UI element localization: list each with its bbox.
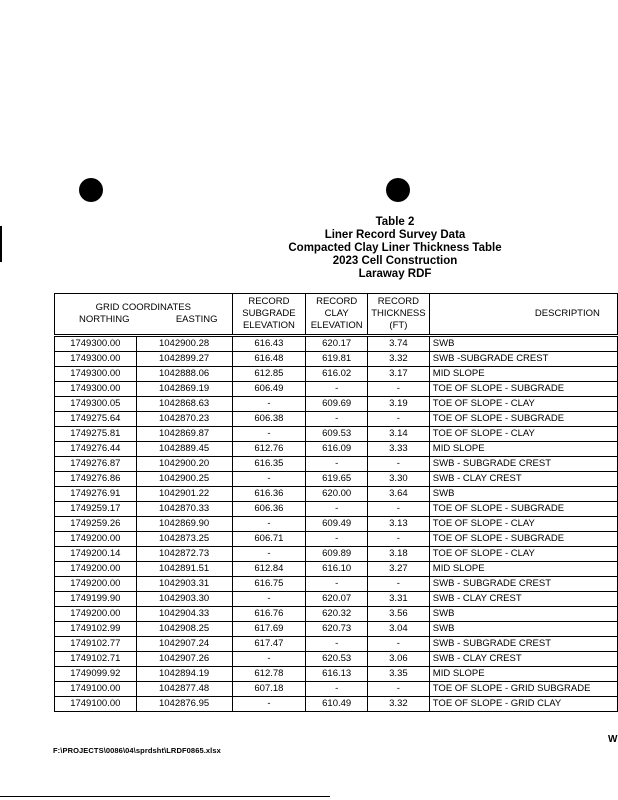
northing-cell: 1749276.44 [55,442,137,457]
northing-cell: 1749259.26 [55,517,137,532]
northing-cell: 1749100.00 [55,697,137,712]
table-title-block [270,216,520,281]
margin-mark [0,226,2,262]
grid-coordinates-header [55,294,233,336]
description-cell: SWB - CLAY CREST [429,592,617,607]
table-row [55,397,618,412]
northing-cell: 1749276.86 [55,472,137,487]
subgrade-elevation-header: RECORD SUBGRADE ELEVATION [232,294,306,336]
thickness-cell: 3.13 [367,517,429,532]
table-subtitle: Compacted Clay Liner Thickness Table [288,242,502,254]
punch-hole-right [386,178,410,202]
easting-cell: 1042876.95 [136,697,232,712]
subgrade-elevation-cell: 612.78 [232,667,306,682]
subgrade-elevation-cell: 606.38 [232,412,306,427]
description-cell: TOE OF SLOPE - GRID CLAY [429,697,617,712]
table-row [55,517,618,532]
table-row [55,367,618,382]
clay-elevation-cell: 609.69 [306,397,368,412]
subgrade-elevation-cell: 616.75 [232,577,306,592]
easting-cell: 1042873.25 [136,532,232,547]
subgrade-elevation-cell: 616.35 [232,457,306,472]
description-cell: MID SLOPE [429,667,617,682]
thickness-cell: - [367,457,429,472]
clay-elevation-cell: 616.02 [306,367,368,382]
description-cell: SWB - SUBGRADE CREST [429,637,617,652]
thickness-cell: 3.31 [367,592,429,607]
subgrade-elevation-cell: 606.71 [232,532,306,547]
thickness-cell: 3.33 [367,442,429,457]
clay-elevation-cell: 620.07 [306,592,368,607]
description-cell: TOE OF SLOPE - SUBGRADE [429,412,617,427]
thickness-cell: - [367,412,429,427]
northing-cell: 1749102.71 [55,652,137,667]
description-cell: SWB [429,336,617,352]
table-row [55,472,618,487]
table-row [55,667,618,682]
corner-mark: W [608,734,618,745]
clay-elevation-cell: - [306,682,368,697]
thickness-cell: 3.17 [367,367,429,382]
thickness-cell: - [367,382,429,397]
northing-cell: 1749276.91 [55,487,137,502]
subgrade-elevation-cell: 616.43 [232,336,306,352]
thickness-header: RECORD THICKNESS (FT) [367,294,429,336]
northing-cell: 1749275.81 [55,427,137,442]
thickness-cell: 3.27 [367,562,429,577]
subgrade-elevation-cell: 617.47 [232,637,306,652]
site-name: Laraway RDF [358,268,432,280]
thickness-cell: - [367,637,429,652]
easting-cell: 1042888.06 [136,367,232,382]
easting-cell: 1042904.33 [136,607,232,622]
subgrade-elevation-cell: 612.85 [232,367,306,382]
description-cell: TOE OF SLOPE - CLAY [429,427,617,442]
table-title: Liner Record Survey Data [324,229,466,241]
description-cell: SWB - SUBGRADE CREST [429,577,617,592]
easting-cell: 1042868.63 [136,397,232,412]
easting-cell: 1042900.20 [136,457,232,472]
northing-cell: 1749102.99 [55,622,137,637]
easting-cell: 1042903.31 [136,577,232,592]
table-row [55,487,618,502]
description-cell: SWB [429,607,617,622]
northing-cell: 1749199.90 [55,592,137,607]
table-row [55,637,618,652]
easting-cell: 1042907.26 [136,652,232,667]
northing-cell: 1749300.00 [55,352,137,367]
clay-elevation-cell: 609.53 [306,427,368,442]
table-row [55,592,618,607]
thickness-cell: 3.32 [367,697,429,712]
thickness-cell: 3.64 [367,487,429,502]
table-row [55,547,618,562]
easting-cell: 1042903.30 [136,592,232,607]
clay-elevation-cell: 609.89 [306,547,368,562]
description-cell: SWB [429,622,617,637]
description-cell: TOE OF SLOPE - GRID SUBGRADE [429,682,617,697]
clay-elevation-cell: - [306,637,368,652]
thickness-cell: - [367,577,429,592]
easting-cell: 1042891.51 [136,562,232,577]
subgrade-elevation-cell: 616.76 [232,607,306,622]
file-path: F:\PROJECTS\0086\04\sprdsht\LRDF0865.xlsx [53,746,221,755]
table-row [55,607,618,622]
description-cell: SWB -SUBGRADE CREST [429,352,617,367]
northing-cell: 1749200.00 [55,577,137,592]
northing-cell: 1749102.77 [55,637,137,652]
northing-cell: 1749200.00 [55,562,137,577]
description-cell: SWB - CLAY CREST [429,472,617,487]
thickness-cell: 3.14 [367,427,429,442]
subgrade-elevation-cell: - [232,427,306,442]
thickness-cell: 3.18 [367,547,429,562]
easting-cell: 1042870.23 [136,412,232,427]
table-row [55,577,618,592]
northing-cell: 1749300.00 [55,367,137,382]
footer-rule [0,796,330,797]
subgrade-elevation-cell: 612.84 [232,562,306,577]
clay-elevation-cell: 620.73 [306,622,368,637]
thickness-cell: 3.74 [367,336,429,352]
easting-cell: 1042869.90 [136,517,232,532]
subgrade-elevation-cell: 616.48 [232,352,306,367]
description-cell: TOE OF SLOPE - SUBGRADE [429,382,617,397]
table-row [55,382,618,397]
easting-cell: 1042901.22 [136,487,232,502]
table-row [55,562,618,577]
punch-hole-left [79,178,103,202]
easting-cell: 1042900.25 [136,472,232,487]
thickness-cell: - [367,502,429,517]
grid-coordinates-label: GRID COORDINATES [95,302,191,313]
clay-elevation-cell: - [306,382,368,397]
thickness-cell: 3.56 [367,607,429,622]
table-row [55,352,618,367]
clay-elevation-cell: - [306,532,368,547]
easting-cell: 1042869.87 [136,427,232,442]
description-cell: MID SLOPE [429,562,617,577]
easting-cell: 1042900.28 [136,336,232,352]
table-row [55,697,618,712]
subgrade-elevation-cell: - [232,397,306,412]
thickness-cell: 3.32 [367,352,429,367]
northing-header: NORTHING [79,314,130,325]
table-row [55,622,618,637]
subgrade-elevation-cell: - [232,697,306,712]
thickness-cell: - [367,682,429,697]
subgrade-elevation-cell: 606.36 [232,502,306,517]
thickness-cell: - [367,532,429,547]
clay-elevation-header: RECORD CLAY ELEVATION [306,294,368,336]
northing-cell: 1749275.64 [55,412,137,427]
easting-cell: 1042907.24 [136,637,232,652]
clay-elevation-cell: 620.32 [306,607,368,622]
description-cell: TOE OF SLOPE - CLAY [429,397,617,412]
table-number: Table 2 [375,216,415,228]
subgrade-elevation-cell: 616.36 [232,487,306,502]
easting-cell: 1042899.27 [136,352,232,367]
subgrade-elevation-cell: - [232,652,306,667]
table-row [55,532,618,547]
clay-elevation-cell: 619.81 [306,352,368,367]
clay-elevation-cell: 619.65 [306,472,368,487]
clay-elevation-cell: 620.17 [306,336,368,352]
northing-cell: 1749099.92 [55,667,137,682]
construction-year: 2023 Cell Construction [332,255,458,267]
description-cell: SWB - CLAY CREST [429,652,617,667]
description-header: DESCRIPTION [429,294,617,336]
easting-cell: 1042908.25 [136,622,232,637]
table-row [55,682,618,697]
clay-elevation-cell: 620.53 [306,652,368,667]
subgrade-elevation-cell: - [232,592,306,607]
thickness-cell: 3.19 [367,397,429,412]
table-row [55,652,618,667]
description-cell: TOE OF SLOPE - CLAY [429,547,617,562]
thickness-cell: 3.30 [367,472,429,487]
clay-elevation-cell: 609.49 [306,517,368,532]
clay-elevation-cell: 616.09 [306,442,368,457]
description-cell: TOE OF SLOPE - SUBGRADE [429,502,617,517]
easting-header: EASTING [175,314,218,325]
thickness-cell: 3.06 [367,652,429,667]
table-row [55,502,618,517]
subgrade-elevation-cell: 617.69 [232,622,306,637]
clay-elevation-cell: 610.49 [306,697,368,712]
description-cell: SWB - SUBGRADE CREST [429,457,617,472]
thickness-cell: 3.35 [367,667,429,682]
clay-elevation-cell: 620.00 [306,487,368,502]
subgrade-elevation-cell: - [232,472,306,487]
clay-elevation-cell: - [306,412,368,427]
description-cell: MID SLOPE [429,367,617,382]
thickness-cell: 3.04 [367,622,429,637]
northing-cell: 1749200.14 [55,547,137,562]
northing-cell: 1749276.87 [55,457,137,472]
easting-cell: 1042870.33 [136,502,232,517]
table-row [55,457,618,472]
easting-cell: 1042872.73 [136,547,232,562]
clay-elevation-cell: 616.10 [306,562,368,577]
table-header-row [55,294,618,336]
subgrade-elevation-cell: 606.49 [232,382,306,397]
description-cell: TOE OF SLOPE - SUBGRADE [429,532,617,547]
table-row [55,336,618,352]
easting-cell: 1042894.19 [136,667,232,682]
clay-elevation-cell: 616.13 [306,667,368,682]
northing-cell: 1749300.05 [55,397,137,412]
northing-cell: 1749259.17 [55,502,137,517]
subgrade-elevation-cell: 612.76 [232,442,306,457]
clay-elevation-cell: - [306,457,368,472]
northing-cell: 1749200.00 [55,607,137,622]
northing-cell: 1749300.00 [55,382,137,397]
table-row [55,442,618,457]
easting-cell: 1042889.45 [136,442,232,457]
table-row [55,427,618,442]
table-row [55,412,618,427]
clay-elevation-cell: - [306,577,368,592]
description-cell: SWB [429,487,617,502]
northing-cell: 1749100.00 [55,682,137,697]
subgrade-elevation-cell: - [232,547,306,562]
subgrade-elevation-cell: 607.18 [232,682,306,697]
northing-cell: 1749200.00 [55,532,137,547]
liner-survey-table [54,293,618,712]
description-cell: TOE OF SLOPE - CLAY [429,517,617,532]
description-cell: MID SLOPE [429,442,617,457]
clay-elevation-cell: - [306,502,368,517]
subgrade-elevation-cell: - [232,517,306,532]
northing-cell: 1749300.00 [55,336,137,352]
easting-cell: 1042877.48 [136,682,232,697]
easting-cell: 1042869.19 [136,382,232,397]
